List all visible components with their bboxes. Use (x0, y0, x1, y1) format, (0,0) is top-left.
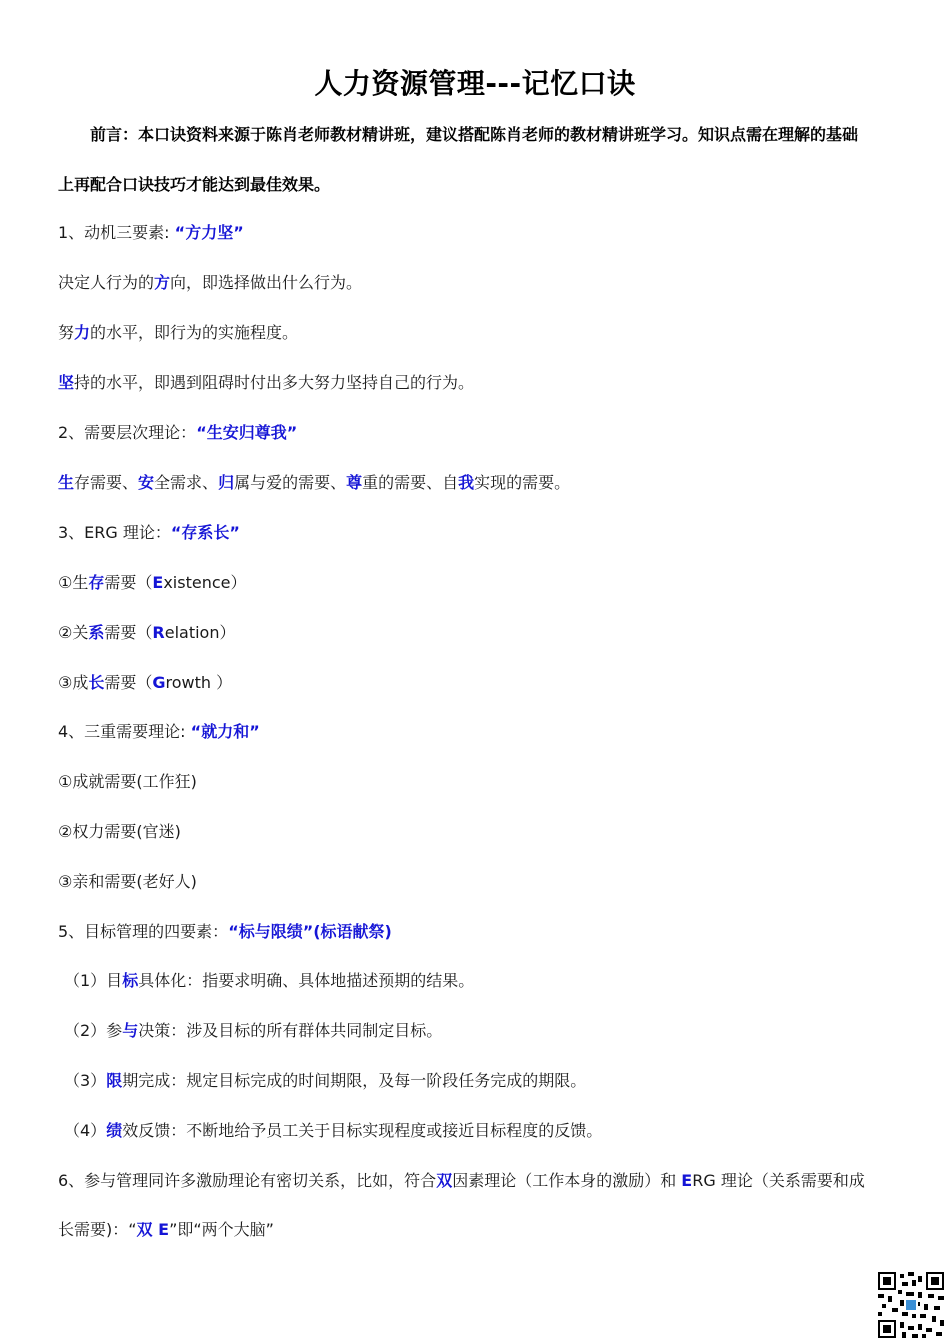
section-5-heading: 5、目标管理的四要素：“标与限绩”(标语献祭) (58, 922, 392, 941)
section-1-item-2: 努力的水平，即行为的实施程度。 (58, 323, 299, 342)
preface-line-1: 前言：本口诀资料来源于陈肖老师教材精讲班，建议搭配陈肖老师的教材精讲班学习。知识点需在理解的基础 (90, 125, 859, 144)
section-6-line-1: 6、参与管理同许多激励理论有密切关系，比如，符合双因素理论（工作本身的激励）和 ERG 理论（关系需要和成 (58, 1171, 865, 1190)
section-3-heading: 3、ERG 理论：“存系长” (58, 523, 240, 542)
section-5-item-4: （4）绩效反馈：不断地给予员工关于目标实现程度或接近目标程度的反馈。 (64, 1121, 603, 1140)
section-2-heading: 2、需要层次理论：“生安归尊我” (58, 423, 298, 442)
section-4-heading: 4、三重需要理论: “就力和” (58, 722, 260, 741)
mnemonic: “就力和” (190, 722, 260, 741)
section-6-line-2: 长需要)：“双 E”即“两个大脑” (58, 1220, 274, 1239)
section-3-item-3: ③成长需要（Growth ） (58, 673, 233, 692)
section-3-item-2: ②关系需要（Relation） (58, 623, 236, 642)
section-5-item-1: （1）目标具体化：指要求明确、具体地描述预期的结果。 (64, 971, 475, 990)
section-5-item-3: （3）限期完成：规定目标完成的时间期限，及每一阶段任务完成的期限。 (64, 1071, 587, 1090)
mnemonic: “存系长” (170, 523, 240, 542)
section-1-heading: 1、动机三要素: “方力坚” (58, 223, 244, 242)
mnemonic: “生安归尊我” (196, 423, 298, 442)
section-5-item-2: （2）参与决策：涉及目标的所有群体共同制定目标。 (64, 1021, 443, 1040)
mnemonic: “标与限绩”(标语献祭) (228, 922, 392, 941)
page-title: 人力资源管理---记忆口诀 (314, 67, 636, 100)
mnemonic: “方力坚” (174, 223, 244, 242)
section-4-item-1: ①成就需要(工作狂) (58, 772, 197, 791)
qr-code-icon (878, 1272, 944, 1338)
preface-line-2: 上再配合口诀技巧才能达到最佳效果。 (58, 175, 331, 194)
section-4-item-2: ②权力需要(官迷) (58, 822, 181, 841)
section-1-item-1: 决定人行为的方向，即选择做出什么行为。 (58, 273, 363, 292)
section-3-item-1: ①生存需要（Existence） (58, 573, 247, 592)
section-4-item-3: ③亲和需要(老好人) (58, 872, 197, 891)
section-1-item-3: 坚持的水平，即遇到阻碍时付出多大努力坚持自己的行为。 (58, 373, 475, 392)
section-2-body: 生存需要、安全需求、归属与爱的需要、尊重的需要、自我实现的需要。 (58, 473, 571, 492)
